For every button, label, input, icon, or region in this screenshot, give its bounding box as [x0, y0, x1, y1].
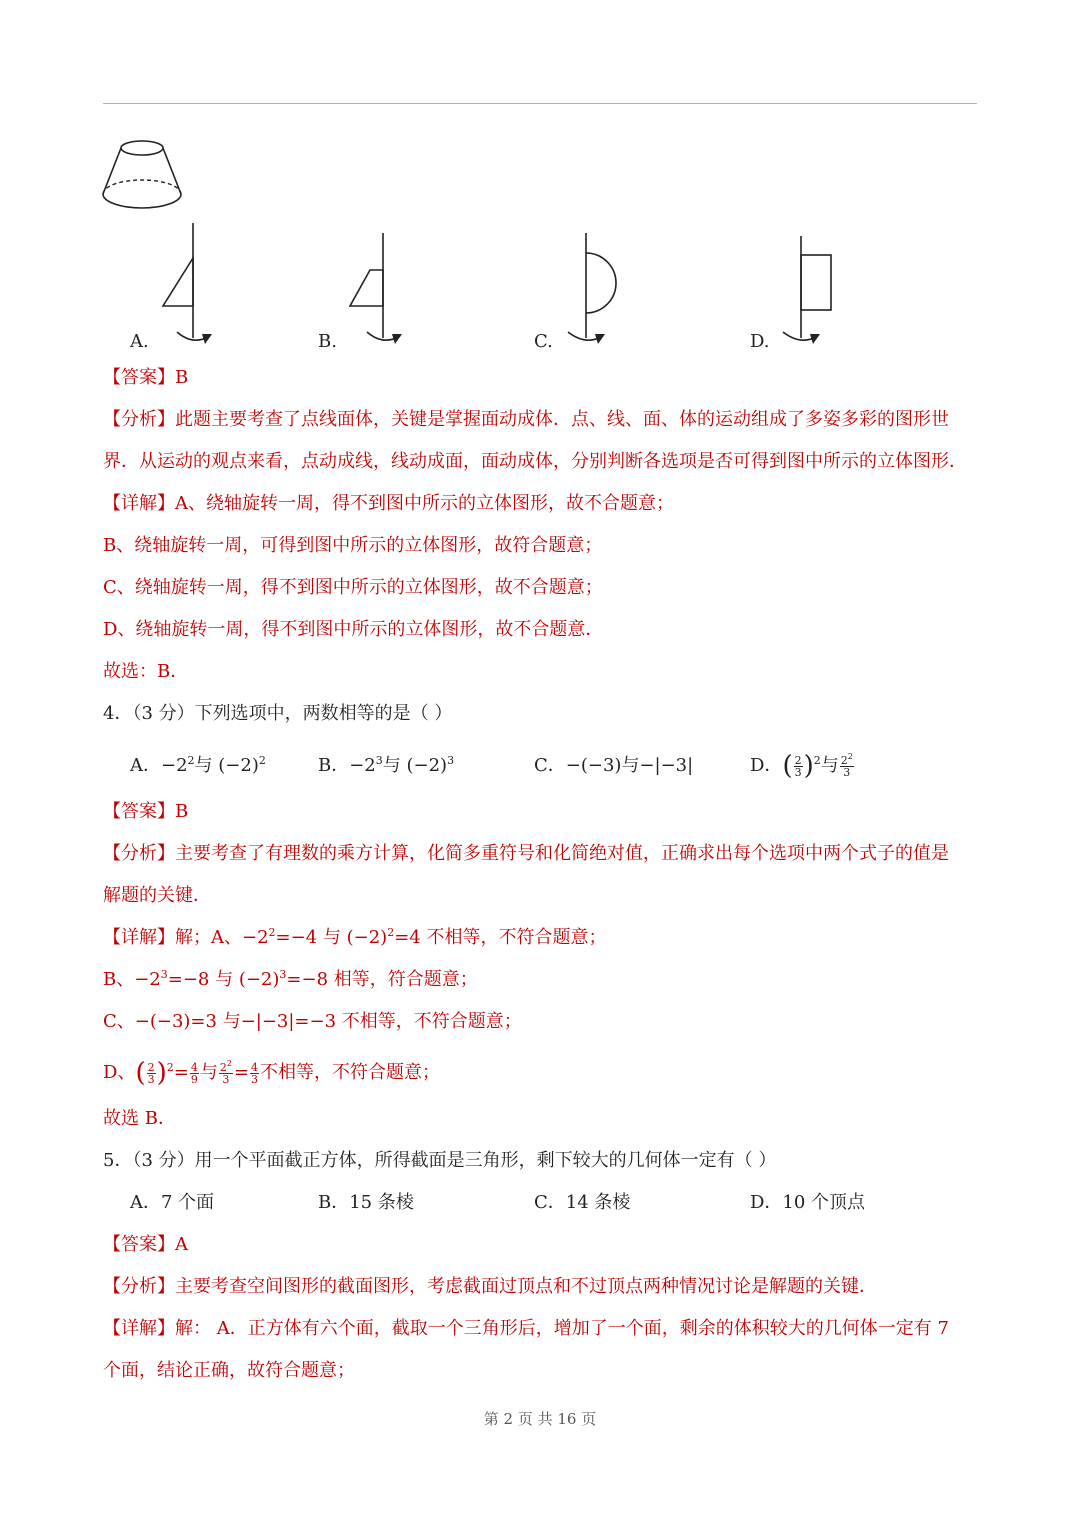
q4-analysis-line1: 【分析】主要考查了有理数的乘方计算，化简多重符号和化简绝对值，正确求出每个选项中两个式子的值是: [103, 843, 949, 864]
q5-analysis: 【分析】主要考查空间图形的截面图形，考虑截面过顶点和不过顶点两种情况讨论是解题的关键．: [103, 1276, 877, 1297]
q4-analysis-line2: 解题的关键．: [103, 885, 211, 906]
q3-analysis-line2: 界．从运动的观点来看，点动成线，线动成面，面动成体，分别判断各选项是否可得到图中所示的立体图形．: [103, 451, 967, 472]
q4-detail-d: D、( $\frac{2}{3}$ )$^2$= $\frac{4}{9}$ 与 $\frac{2^2}{3}$ = $\frac{4}{3}$ 不相等，不符合题意；: [103, 1058, 441, 1088]
q5-detail-line1: 【详解】解： A．正方体有六个面，截取一个三角形后，增加了一个面，剩余的体积较大的几何体一定有 7: [103, 1318, 949, 1339]
q5-option-a: A．7 个面: [130, 1192, 215, 1213]
q3-choice: 故选：B．: [103, 661, 189, 682]
option-b-label: B.: [318, 331, 337, 352]
q5-option-d: D．10 个顶点: [750, 1192, 866, 1213]
q5-option-c: C．14 条棱: [534, 1192, 631, 1213]
header-rule: [103, 103, 977, 104]
option-a-label: A.: [130, 331, 149, 352]
q3-detail-a: 【详解】A、绕轴旋转一周，得不到图中所示的立体图形，故不合题意；: [103, 493, 674, 514]
option-b-figure: [340, 230, 410, 350]
option-a-figure: [150, 220, 220, 350]
q4-detail-b: B、$-2^3=-8$ 与 $(-2)^3=-8$ 相等，符合题意；: [103, 968, 478, 990]
q4-choice: 故选 B．: [103, 1108, 176, 1129]
q4-detail-a: 【详解】解；A、$-2^2=-4$ 与 $(-2)^2=4$ 不相等，不符合题意；: [103, 926, 607, 948]
q3-detail-d: D、绕轴旋转一周，得不到图中所示的立体图形，故不合题意．: [103, 619, 604, 640]
option-c-figure: [555, 230, 635, 350]
q4-answer: 【答案】B: [103, 801, 189, 822]
q5-answer: 【答案】A: [103, 1234, 188, 1255]
q4-option-a: A．$-2^2$与 $(-2)^2$: [130, 754, 266, 776]
q3-analysis-line1: 【分析】此题主要考查了点线面体，关键是掌握面动成体．点、线、面、体的运动组成了多姿多彩的图形世: [103, 409, 949, 430]
q5-detail-line2: 个面，结论正确，故符合题意；: [103, 1360, 355, 1381]
frustum-figure: [100, 138, 190, 214]
q3-answer: 【答案】B: [103, 367, 189, 388]
q4-option-d: D．( $\frac{2}{3}$ )$^2$与 $\frac{2^2}{3}$: [750, 751, 853, 781]
q4-question: 4．（3 分）下列选项中，两数相等的是（ ）: [103, 703, 453, 724]
q5-option-b: B．15 条棱: [318, 1192, 414, 1213]
q5-question: 5．（3 分）用一个平面截正方体，所得截面是三角形，剩下较大的几何体一定有（ ）: [103, 1150, 777, 1171]
q4-detail-c: C、−(−3)=3 与−|−3|=−3 不相等，不符合题意；: [103, 1011, 522, 1032]
q4-option-b: B．$-2^3$与 $(-2)^3$: [318, 754, 455, 776]
q3-detail-c: C、绕轴旋转一周，得不到图中所示的立体图形，故不合题意；: [103, 577, 603, 598]
option-d-figure: [770, 233, 850, 350]
q3-detail-b: B、绕轴旋转一周，可得到图中所示的立体图形，故符合题意；: [103, 535, 603, 556]
page-footer: 第 2 页 共 16 页: [483, 1410, 597, 1428]
option-c-label: C.: [534, 331, 553, 352]
q4-option-c: C．−(−3)与−|−3|: [534, 755, 694, 776]
option-d-label: D.: [750, 331, 770, 352]
